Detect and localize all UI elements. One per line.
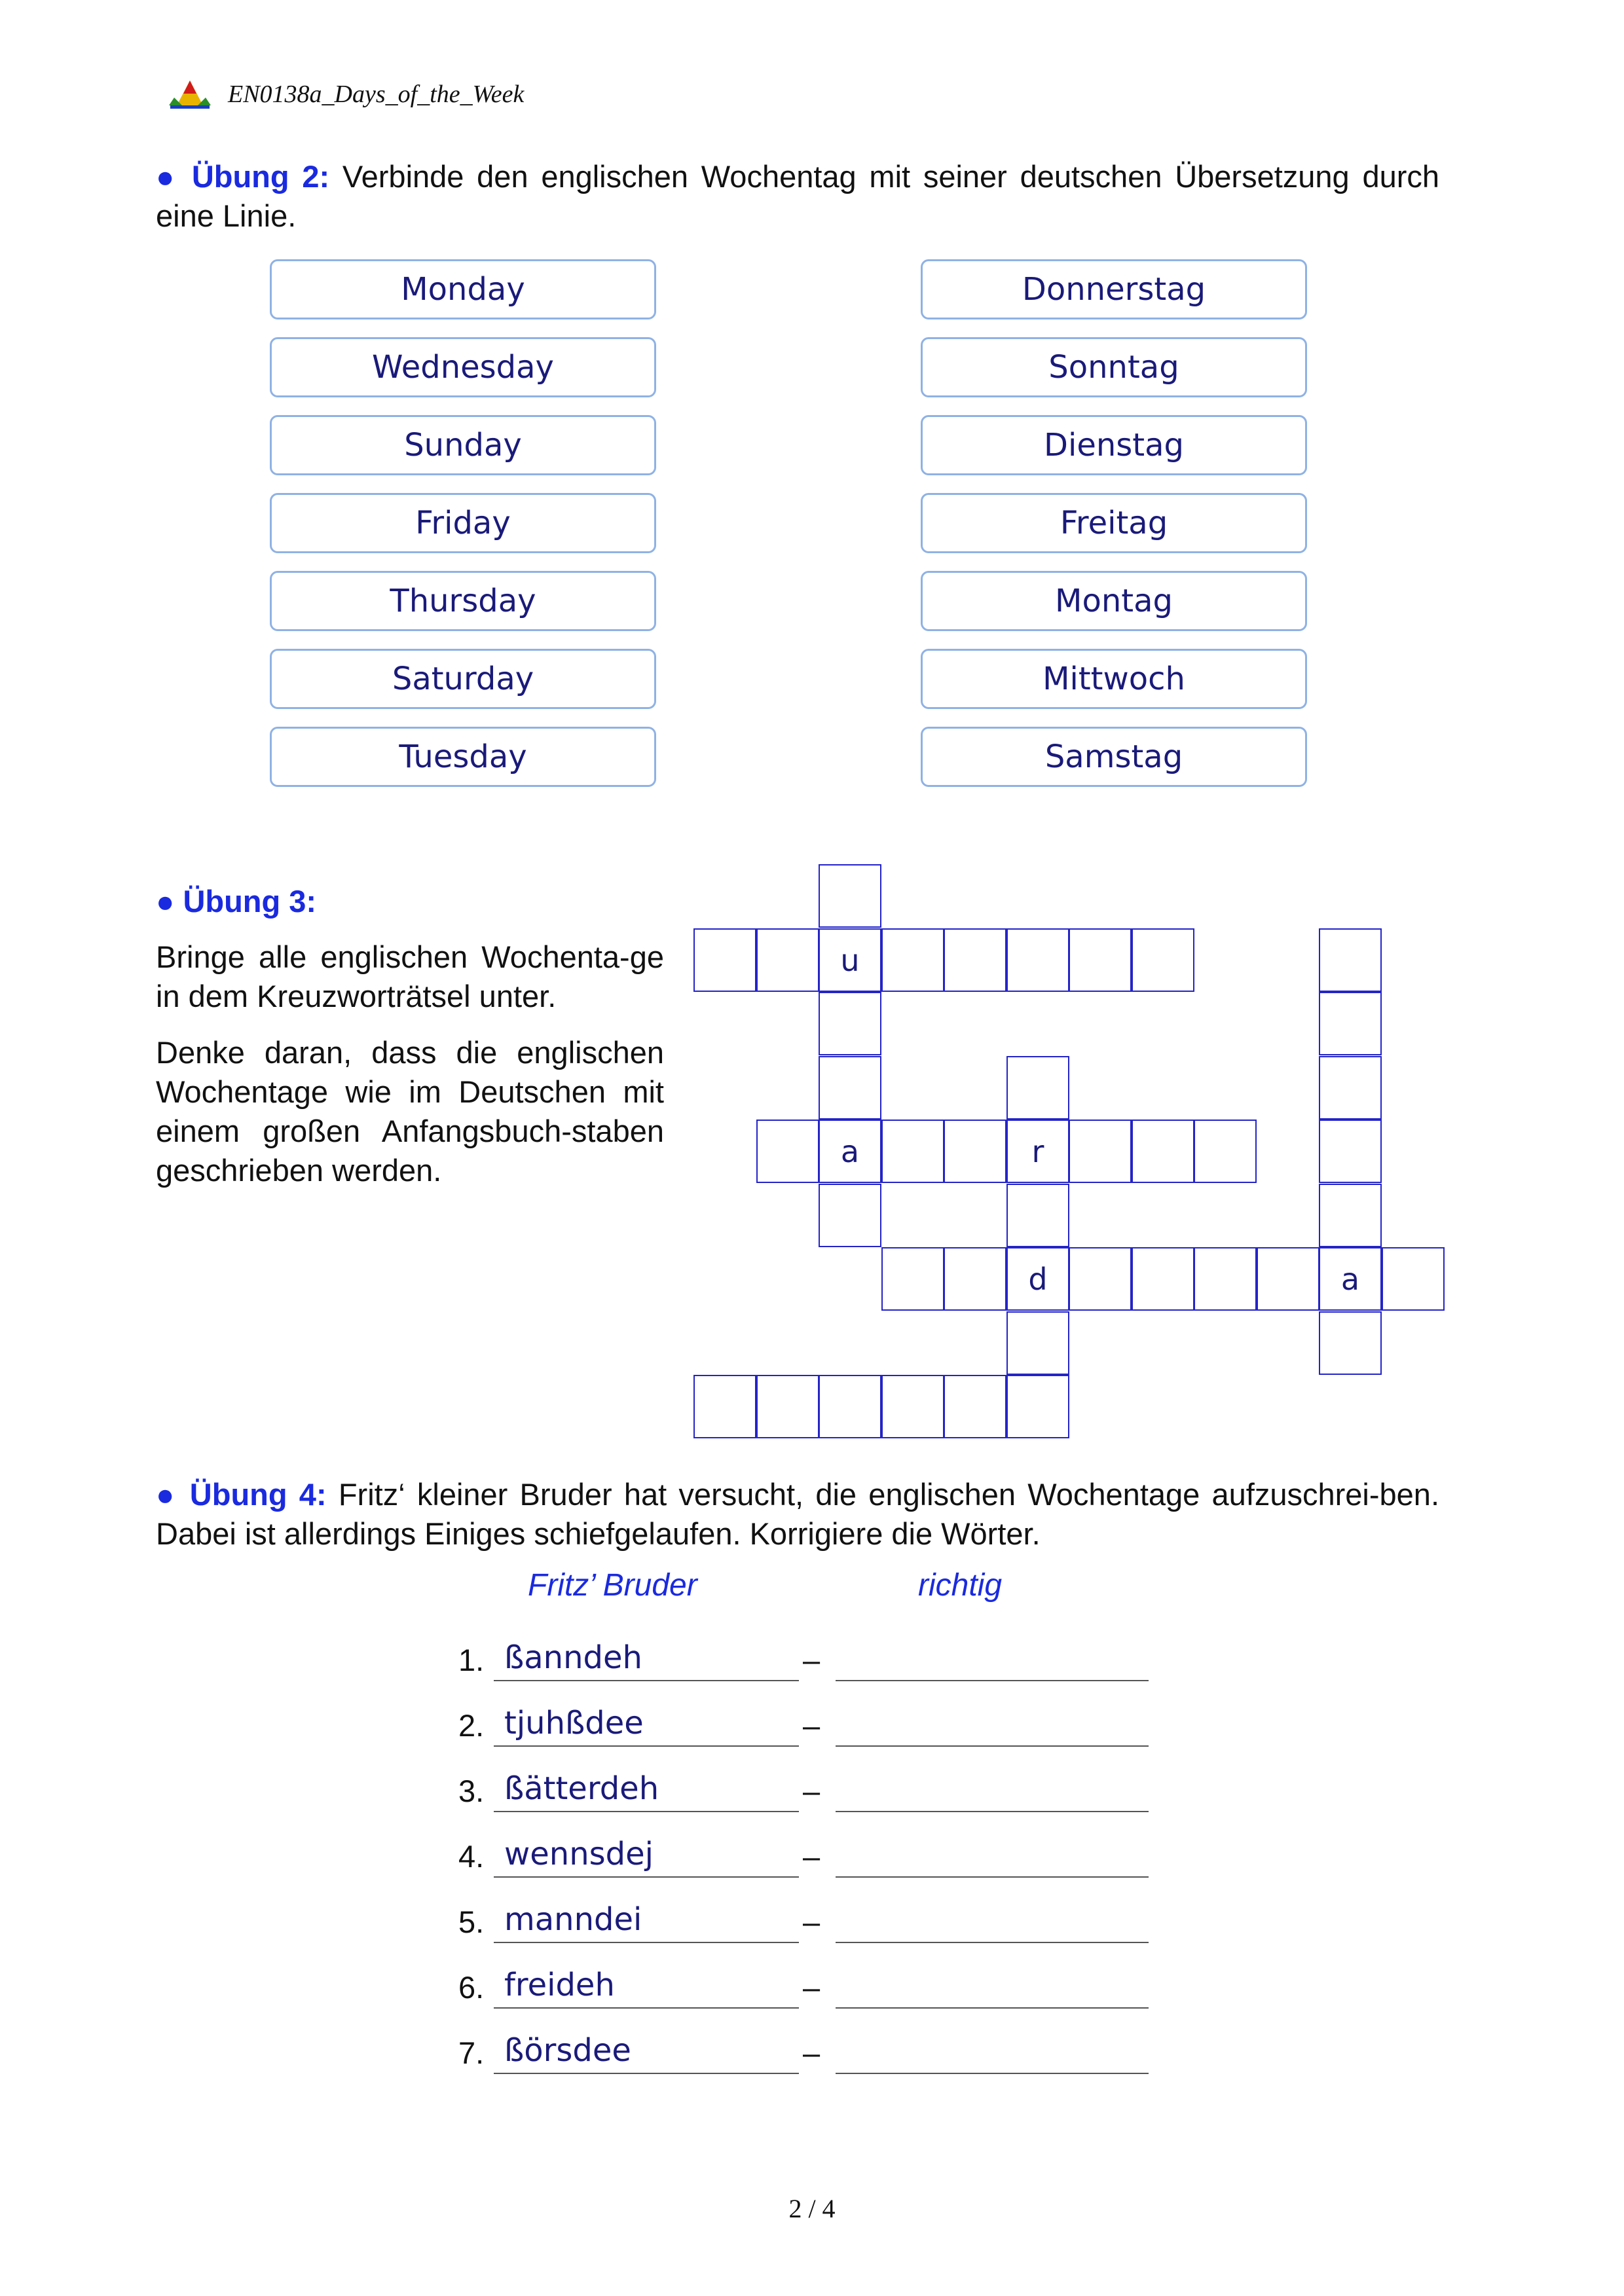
crossword-cell[interactable] bbox=[819, 864, 881, 928]
misspelled-word: wennsdej bbox=[494, 1833, 799, 1878]
crossword-cell[interactable] bbox=[1069, 928, 1132, 992]
exercise-3-heading bbox=[156, 882, 316, 921]
row-number: 2. bbox=[458, 1708, 485, 1743]
exercise-4-label: ● Übung 4: bbox=[156, 1477, 327, 1512]
crossword-cell[interactable] bbox=[1257, 1247, 1320, 1311]
crossword-cell[interactable] bbox=[1069, 1120, 1132, 1183]
crossword-cell[interactable] bbox=[1132, 1120, 1194, 1183]
answer-line[interactable] bbox=[836, 1637, 1149, 1681]
crossword-cell[interactable] bbox=[881, 1247, 944, 1311]
crossword-cell-prefilled: a bbox=[819, 1120, 881, 1183]
crossword-cell[interactable] bbox=[881, 1120, 944, 1183]
crossword-cell[interactable] bbox=[1319, 992, 1382, 1055]
exercise-3-label: ● Übung 3: bbox=[156, 884, 317, 919]
dash: – bbox=[803, 2035, 821, 2070]
crossword-cell[interactable] bbox=[819, 1184, 881, 1247]
crossword-cell[interactable] bbox=[1132, 1247, 1194, 1311]
row-number: 5. bbox=[458, 1904, 485, 1939]
english-day-box[interactable]: Monday bbox=[270, 259, 656, 319]
column-header-fritz-bruder: Fritz’ Bruder bbox=[528, 1568, 697, 1603]
crossword-cell-prefilled: d bbox=[1006, 1247, 1069, 1311]
english-day-box[interactable]: Thursday bbox=[270, 571, 656, 631]
answer-line[interactable] bbox=[836, 1899, 1149, 1943]
crossword-cell[interactable] bbox=[756, 928, 819, 992]
crossword-cell[interactable] bbox=[693, 1375, 756, 1438]
correction-row bbox=[458, 1702, 1179, 1755]
row-number: 4. bbox=[458, 1839, 485, 1874]
german-day-box[interactable]: Montag bbox=[921, 571, 1307, 631]
crossword-cell[interactable] bbox=[944, 1120, 1006, 1183]
crossword-cell[interactable] bbox=[1006, 1056, 1069, 1120]
english-day-box[interactable]: Tuesday bbox=[270, 727, 656, 787]
row-number: 7. bbox=[458, 2035, 485, 2070]
crossword-cell[interactable] bbox=[1069, 1247, 1132, 1311]
english-day-box[interactable]: Saturday bbox=[270, 649, 656, 709]
dash: – bbox=[803, 1904, 821, 1939]
crossword-cell[interactable] bbox=[756, 1375, 819, 1438]
crossword-cell[interactable] bbox=[1006, 1184, 1069, 1247]
crossword-cell[interactable] bbox=[1006, 1311, 1069, 1375]
correction-row bbox=[458, 2030, 1179, 2082]
crossword-cell[interactable] bbox=[819, 1056, 881, 1120]
page-number: 2 / 4 bbox=[788, 2194, 836, 2223]
dash: – bbox=[803, 1839, 821, 1874]
crossword-cell-prefilled: u bbox=[819, 928, 881, 992]
row-number: 1. bbox=[458, 1643, 485, 1677]
misspelled-word: ßörsdee bbox=[494, 2030, 799, 2074]
exercise-2-label: ● Übung 2: bbox=[156, 159, 330, 194]
row-number: 6. bbox=[458, 1970, 485, 2005]
crossword-cell[interactable] bbox=[944, 1375, 1006, 1438]
correction-row bbox=[458, 1964, 1179, 2016]
misspelled-word: freideh bbox=[494, 1964, 799, 2009]
page-header bbox=[169, 75, 524, 114]
correction-row bbox=[458, 1833, 1179, 1886]
dash: – bbox=[803, 1970, 821, 2005]
misspelled-word: manndei bbox=[494, 1899, 799, 1943]
answer-line[interactable] bbox=[836, 1964, 1149, 2009]
exercise-2-text: Verbinde den englischen Wochentag mit seiner deutschen Übersetzung durch eine Linie. bbox=[156, 159, 1440, 233]
english-day-box[interactable]: Sunday bbox=[270, 415, 656, 475]
misspelled-word: ßanndeh bbox=[494, 1637, 799, 1681]
exercise-4-text: Fritz‘ kleiner Bruder hat versucht, die englischen Wochentage aufzuschrei-ben. Dabei ist allerdings Einiges schiefgelaufen. Korrigiere die Wörter. bbox=[156, 1477, 1440, 1551]
crossword-cell[interactable] bbox=[1006, 928, 1069, 992]
exercise-2-instruction bbox=[156, 157, 1439, 236]
correction-row bbox=[458, 1899, 1179, 1951]
row-number: 3. bbox=[458, 1774, 485, 1808]
crossword-cell[interactable] bbox=[1382, 1247, 1445, 1311]
german-day-box[interactable]: Donnerstag bbox=[921, 259, 1307, 319]
answer-line[interactable] bbox=[836, 2030, 1149, 2074]
crossword-cell[interactable] bbox=[1006, 1375, 1069, 1438]
crossword-cell[interactable] bbox=[819, 1375, 881, 1438]
crossword-cell[interactable] bbox=[1194, 1120, 1257, 1183]
crossword-cell-prefilled: a bbox=[1319, 1247, 1382, 1311]
crossword-cell[interactable] bbox=[693, 928, 756, 992]
misspelled-word: ßätterdeh bbox=[494, 1768, 799, 1812]
document-title: EN0138a_Days_of_the_Week bbox=[228, 81, 525, 108]
german-day-box[interactable]: Freitag bbox=[921, 493, 1307, 553]
crossword-cell[interactable] bbox=[944, 1247, 1006, 1311]
german-day-box[interactable]: Dienstag bbox=[921, 415, 1307, 475]
german-day-box[interactable]: Samstag bbox=[921, 727, 1307, 787]
english-day-box[interactable]: Wednesday bbox=[270, 337, 656, 397]
german-day-box[interactable]: Mittwoch bbox=[921, 649, 1307, 709]
crossword-cell[interactable] bbox=[756, 1120, 819, 1183]
dash: – bbox=[803, 1774, 821, 1808]
crossword-cell[interactable] bbox=[881, 928, 944, 992]
exercise-3-paragraph-2: Denke daran, dass die englischen Wochentage wie im Deutschen mit einem großen Anfangsbuch-staben geschrieben werden. bbox=[156, 1035, 664, 1188]
crossword-cell[interactable] bbox=[1319, 928, 1382, 992]
crossword-cell[interactable] bbox=[1132, 928, 1194, 992]
exercise-3-paragraph-1: Bringe alle englischen Wochenta-ge in dem Kreuzworträtsel unter. bbox=[156, 939, 664, 1013]
correction-row bbox=[458, 1637, 1179, 1689]
crossword-cell[interactable] bbox=[1319, 1056, 1382, 1120]
answer-line[interactable] bbox=[836, 1768, 1149, 1812]
correction-row bbox=[458, 1768, 1179, 1820]
answer-line[interactable] bbox=[836, 1702, 1149, 1747]
crossword-cell[interactable] bbox=[1319, 1184, 1382, 1247]
crossword-cell[interactable] bbox=[881, 1375, 944, 1438]
exercise-4-instruction bbox=[156, 1475, 1439, 1554]
column-header-richtig: richtig bbox=[918, 1568, 1003, 1603]
crossword-cell-prefilled: r bbox=[1006, 1120, 1069, 1183]
crossword-cell[interactable] bbox=[1194, 1247, 1257, 1311]
crossword-cell[interactable] bbox=[1319, 1120, 1382, 1183]
dash: – bbox=[803, 1708, 821, 1743]
crossword-cell[interactable] bbox=[944, 928, 1006, 992]
answer-line[interactable] bbox=[836, 1833, 1149, 1878]
misspelled-word: tjuhßdee bbox=[494, 1702, 799, 1747]
crossword-cell[interactable] bbox=[1319, 1311, 1382, 1375]
dash: – bbox=[803, 1643, 821, 1677]
crossword-cell[interactable] bbox=[819, 992, 881, 1055]
english-day-box[interactable]: Friday bbox=[270, 493, 656, 553]
logo-icon bbox=[169, 78, 211, 111]
german-day-box[interactable]: Sonntag bbox=[921, 337, 1307, 397]
